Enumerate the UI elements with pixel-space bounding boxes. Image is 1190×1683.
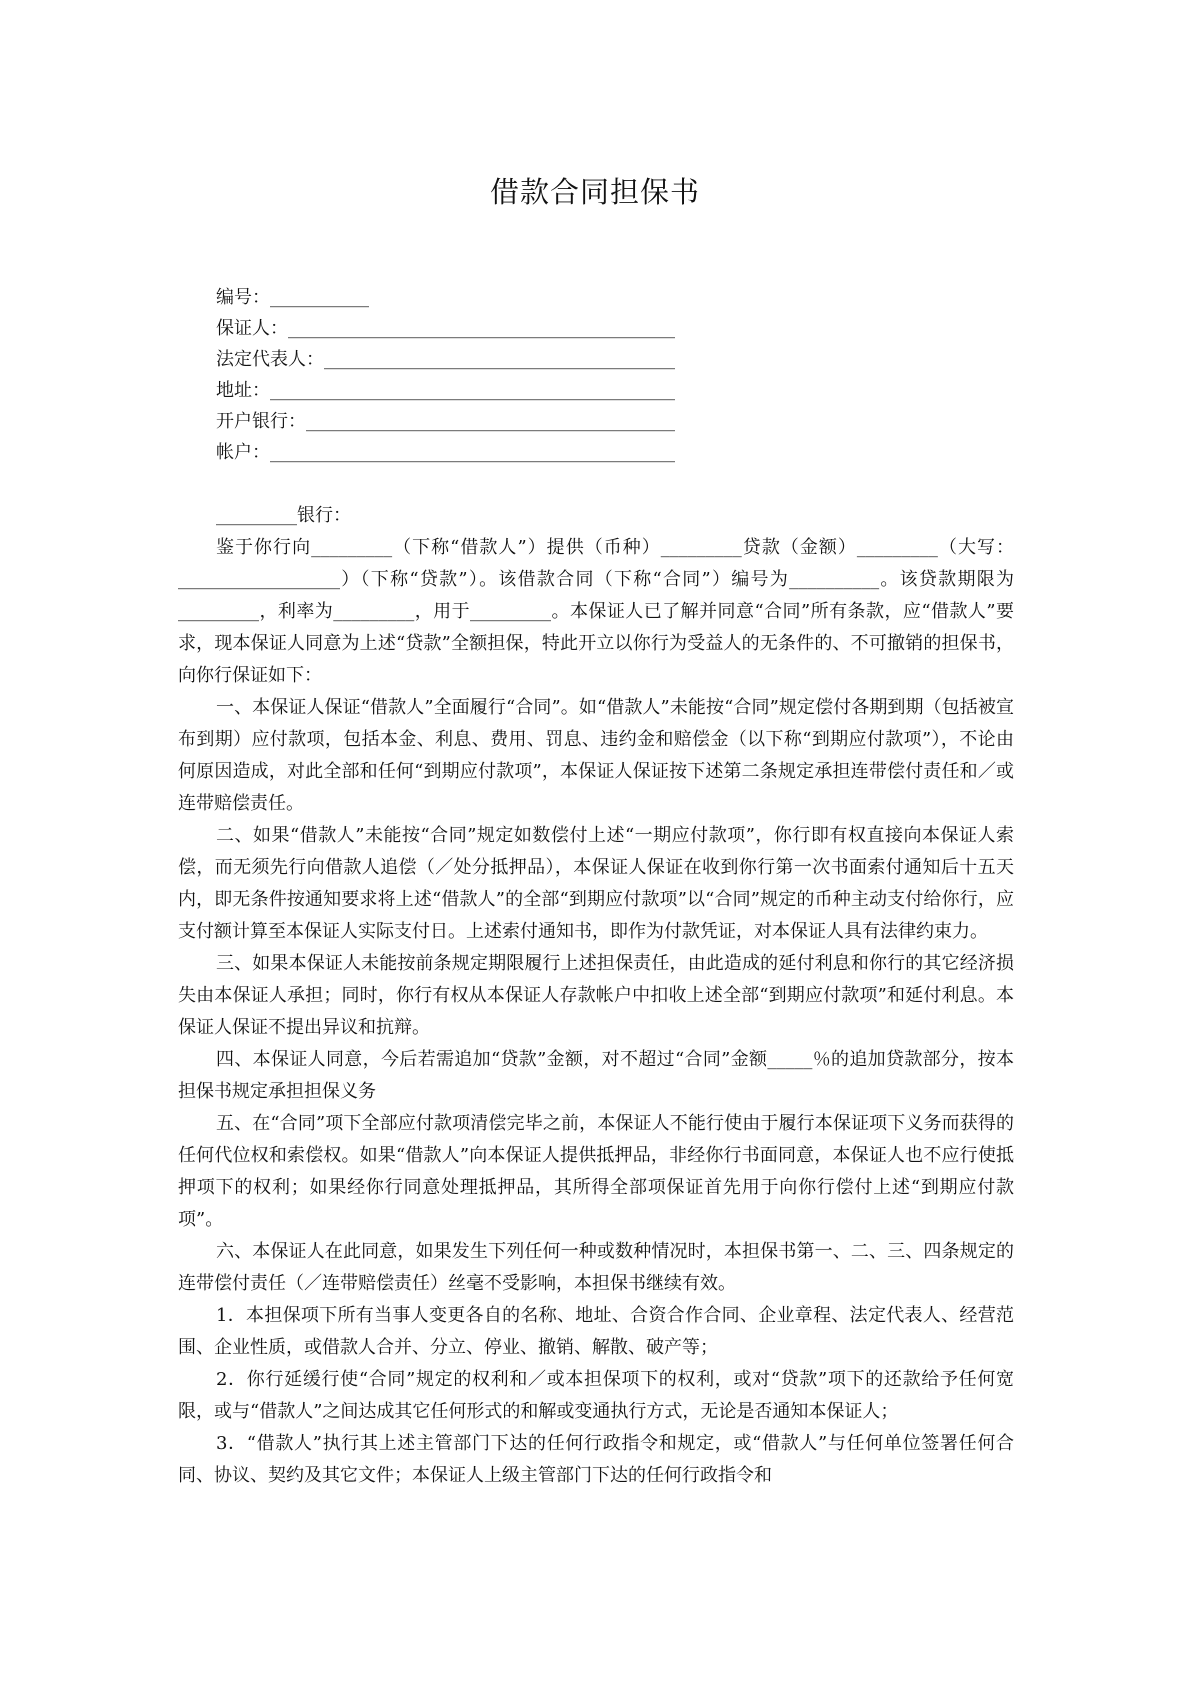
paragraph-preamble: 鉴于你行向_________（下称“借款人”）提供（币种）_________贷款（金额）_________（大写：__________________）（下称“贷款”）。该借款合同（下称“合同”）编号为__________。该贷款期限为_________，利率为_________，用于_________。本保证人已了解并同意“合同”所有条款，应“借款人”要求，现本保证人同意为上述“贷款”全额担保，特此开立以你行为受益人的无条件的、不可撤销的担保书，向你行保证如下：	[178, 537, 1014, 686]
paragraph-item-3: 3．“借款人”执行其上述主管部门下达的任何行政指令和规定，或“借款人”与任何单位签署任何合同、协议、契约及其它文件；本保证人上级主管部门下达的任何行政指令和	[178, 1433, 1014, 1486]
paragraph-item-2: 2．你行延缓行使“合同”规定的权利和／或本担保项下的权利，或对“贷款”项下的还款给予任何宽限，或与“借款人”之间达成其它任何形式的和解或变通执行方式，无论是否通知本保证人；	[178, 1369, 1014, 1422]
addressee-line: _________银行：	[216, 505, 351, 526]
paragraph-item-1: 1．本担保项下所有当事人变更各自的名称、地址、合资合作合同、企业章程、法定代表人、经营范围、企业性质，或借款人合并、分立、停业、撤销、解散、破产等；	[178, 1305, 1014, 1358]
field-legal-representative: 法定代表人：_______________________________________	[216, 349, 675, 370]
field-number: 编号：___________	[216, 287, 369, 308]
paragraph-clause-2: 二、如果“借款人”未能按“合同”规定如数偿付上述“一期应付款项”，你行即有权直接向本保证人索偿，而无须先行向借款人追偿（／处分抵押品），本保证人保证在收到你行第一次书面索付通知后十五天内，即无条件按通知要求将上述“借款人”的全部“到期应付款项”以“合同”规定的币种主动支付给你行，应支付额计算至本保证人实际支付日。上述索付通知书，即作为付款凭证，对本保证人具有法律约束力。	[178, 825, 1014, 942]
header-fields	[216, 282, 756, 468]
paragraph-clause-1: 一、本保证人保证“借款人”全面履行“合同”。如“借款人”未能按“合同”规定偿付各期到期（包括被宣布到期）应付款项，包括本金、利息、费用、罚息、违约金和赔偿金（以下称“到期应付款项”），不论由何原因造成，对此全部和任何“到期应付款项”，本保证人保证按下述第二条规定承担连带偿付责任和／或连带赔偿责任。	[178, 697, 1014, 814]
field-account: 帐户：_____________________________________________	[216, 442, 675, 463]
paragraph-clause-4: 四、本保证人同意，今后若需追加“贷款”金额，对不超过“合同”金额_____％的追加贷款部分，按本担保书规定承担担保义务	[178, 1049, 1014, 1102]
document-body	[178, 500, 1014, 1492]
field-bank: 开户银行：_________________________________________	[216, 411, 675, 432]
field-address: 地址：_____________________________________________	[216, 380, 675, 401]
paragraph-clause-5: 五、在“合同”项下全部应付款项清偿完毕之前，本保证人不能行使由于履行本保证项下义务而获得的任何代位权和索偿权。如果“借款人”向本保证人提供抵押品，非经你行书面同意，本保证人也不应行使抵押项下的权利；如果经你行同意处理抵押品，其所得全部项保证首先用于向你行偿付上述“到期应付款项”。	[178, 1113, 1014, 1230]
paragraph-clause-3: 三、如果本保证人未能按前条规定期限履行上述担保责任，由此造成的延付利息和你行的其它经济损失由本保证人承担；同时，你行有权从本保证人存款帐户中扣收上述全部“到期应付款项”和延付利息。本保证人保证不提出异议和抗辩。	[178, 953, 1014, 1038]
paragraph-clause-6: 六、本保证人在此同意，如果发生下列任何一种或数种情况时，本担保书第一、二、三、四条规定的连带偿付责任（／连带赔偿责任）丝毫不受影响，本担保书继续有效。	[178, 1241, 1014, 1294]
field-guarantor: 保证人：___________________________________________	[216, 318, 675, 339]
document-title: 借款合同担保书	[489, 175, 700, 209]
